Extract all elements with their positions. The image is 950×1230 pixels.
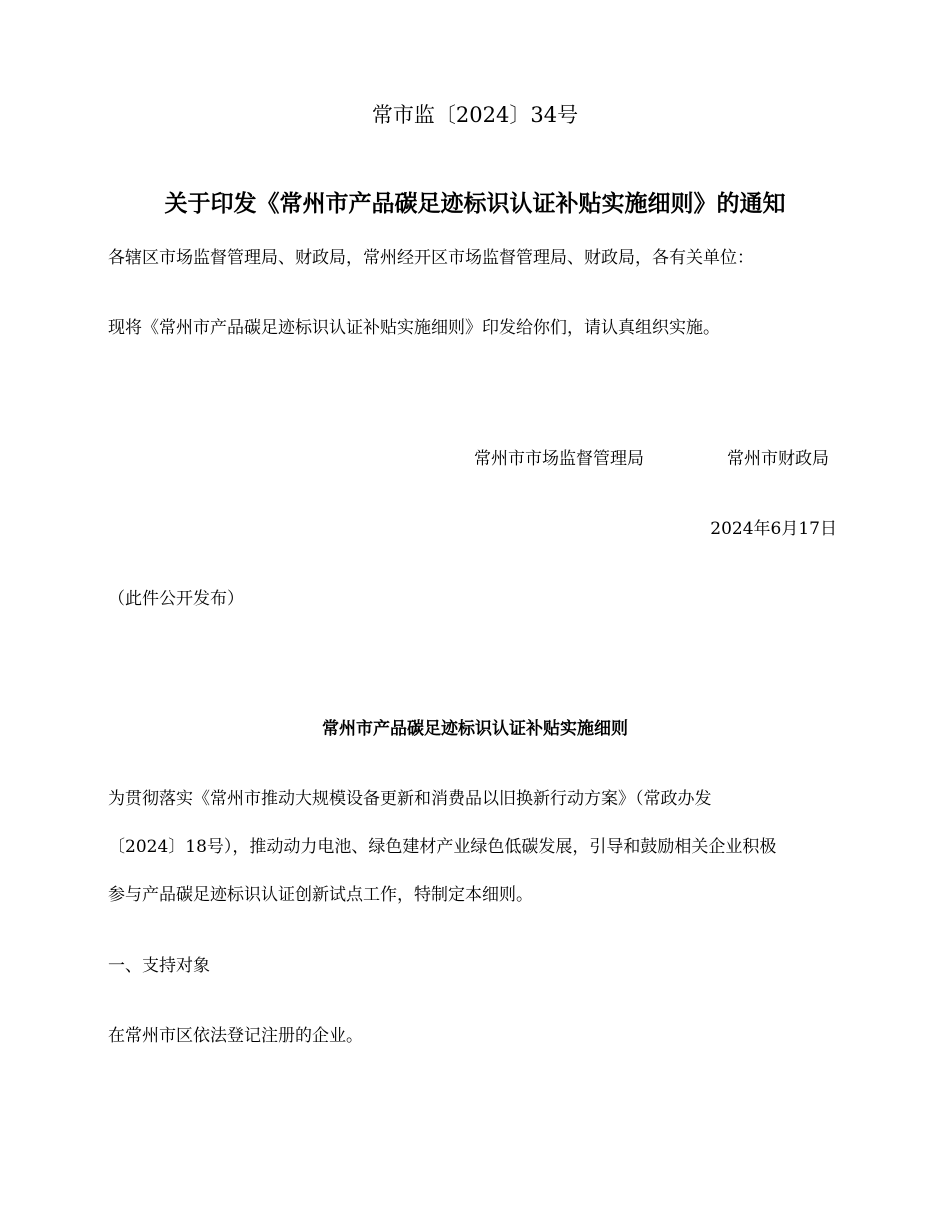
document-number: 常市监〔2024〕34号 [371, 103, 579, 127]
publication-note: （此件公开发布） [108, 589, 244, 609]
rules-intro-line: 为贯彻落实《常州市推动大规模设备更新和消费品以旧换新行动方案》（常政办发 [108, 789, 712, 809]
signatory-market-bureau: 常州市市场监督管理局 [474, 449, 644, 469]
rules-intro-line: 〔2024〕18号），推动动力电池、绿色建材产业绿色低碳发展，引导和鼓励相关企业积极 [108, 837, 777, 857]
rules-intro-line: 参与产品碳足迹标识认证创新试点工作，特制定本细则。 [108, 885, 533, 905]
issue-date: 2024年6月17日 [710, 519, 837, 539]
notice-body: 现将《常州市产品碳足迹标识认证补贴实施细则》印发给你们，请认真组织实施。 [108, 318, 720, 338]
signatory-finance-bureau: 常州市财政局 [727, 449, 829, 469]
addressee: 各辖区市场监督管理局、财政局，常州经开区市场监督管理局、财政局，各有关单位： [108, 248, 754, 268]
section-heading: 一、支持对象 [108, 956, 210, 976]
section-text: 在常州市区依法登记注册的企业。 [108, 1026, 363, 1046]
document-title: 关于印发《常州市产品碳足迹标识认证补贴实施细则》的通知 [164, 190, 786, 217]
rules-title: 常州市产品碳足迹标识认证补贴实施细则 [322, 719, 628, 739]
